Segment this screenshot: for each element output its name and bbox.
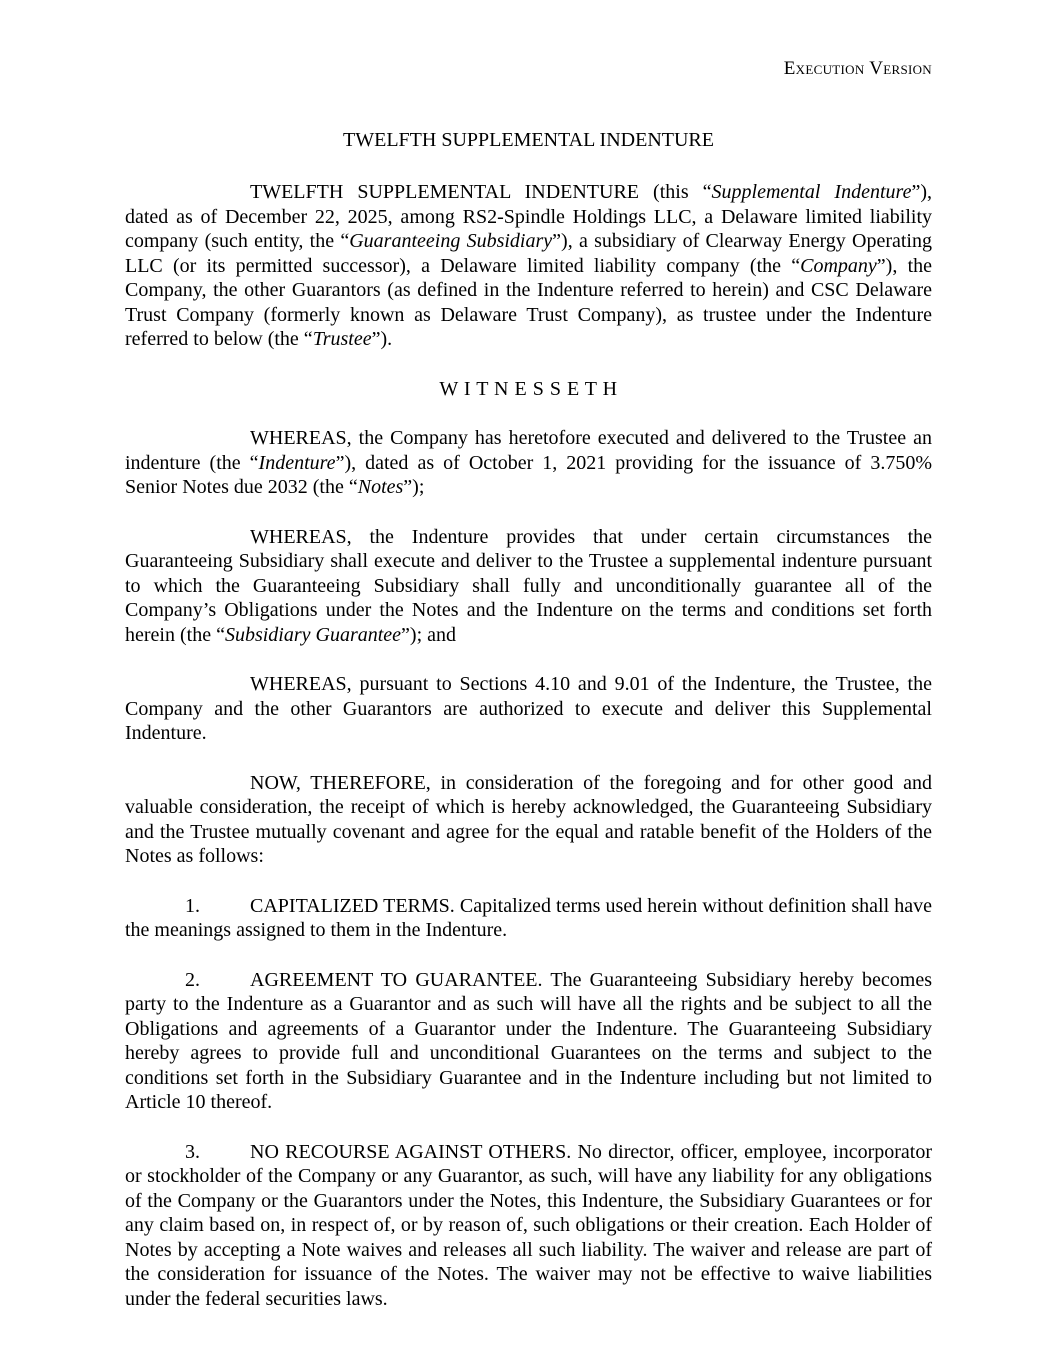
body-paragraph: [125, 180, 932, 352]
text-run: WHEREAS, pursuant to Sections 4.10 and 9.01 of the Indenture, the Trustee, the Company and the other Guarantors are authorized to execute and deliver this Supplemental Indenture.: [125, 673, 932, 744]
execution-version-label: Execution Version: [783, 58, 932, 79]
paragraph-number: 1.: [185, 894, 200, 917]
body-paragraph: [125, 525, 932, 648]
body-paragraph: [125, 426, 932, 500]
defined-term: Notes: [357, 476, 404, 498]
body-paragraph: [125, 771, 932, 869]
document-paragraphs: [125, 180, 932, 1311]
text-run: ”), the Company, the other Guarantors (as defined in the Indenture referred to herein) and CSC Delaware Trust Company (formerly known as Delaware Trust Company), as trustee under the Indenture referred to below (the “: [125, 254, 932, 350]
text-run: NO RECOURSE AGAINST OTHERS. No director, officer, employee, incorporator or stockholder of the Company or any Guarantor, as such, will have any liability for any obligations of the Company or the Guarantors under the Notes, this Indenture, the Subsidiary Guarantees or for any claim based on, in respect of, or by reason of, such obligations or their creation. Each Holder of Notes by accepting a Note waives and releases all such liability. The waiver and release are part of the consideration for issuance of the Notes. The waiver may not be effective to waive liabilities under the federal securities laws.: [125, 1140, 932, 1310]
text-run: ”), dated as of December 22, 2025, among RS2-Spindle Holdings LLC, a Delaware limited liability company (such entity, the “: [125, 181, 932, 252]
defined-term: Subsidiary Guarantee: [224, 623, 402, 646]
defined-term: Supplemental Indenture: [711, 181, 912, 203]
text-run: ”).: [371, 328, 393, 350]
paragraph-number: 3.: [185, 1140, 200, 1163]
text-run: ”); and: [401, 623, 457, 646]
defined-term: Indenture: [258, 451, 336, 474]
text-run: WHEREAS, the Company has heretofore executed and delivered to the Trustee an indenture (the “: [125, 427, 932, 474]
numbered-paragraph: [125, 968, 932, 1115]
text-run: ”), dated as of October 1, 2021 providing for the issuance of 3.750% Senior Notes due 2032 (the “: [125, 451, 933, 498]
defined-term: Trustee: [312, 328, 372, 350]
paragraph-number: 2.: [185, 968, 200, 991]
numbered-paragraph: [125, 1140, 932, 1312]
witnesseth-heading: [125, 377, 932, 402]
defined-term: Company: [800, 254, 877, 277]
text-run: WHEREAS, the Indenture provides that under certain circumstances the Guaranteeing Subsidiary shall execute and deliver to the Trustee a supplemental indenture pursuant to which the Guaranteeing Subsidiary shall fully and unconditionally guarantee all of the Company’s Obligations under the Notes and the Indenture on the terms and conditions set forth herein (the “: [125, 525, 932, 646]
text-run: W I T N E S S E T H: [439, 377, 618, 400]
defined-term: Guaranteeing Subsidiary: [349, 230, 553, 252]
text-run: NOW, THEREFORE, in consideration of the foregoing and for other good and valuable consideration, the receipt of which is hereby acknowledged, the Guaranteeing Subsidiary and the Trustee mutually covenant and agree for the equal and ratable benefit of the Holders of the Notes as follows:: [125, 771, 932, 867]
text-run: ”), a subsidiary of Clearway Energy Operating LLC (or its permitted successor), a Delaware limited liability company (the “: [125, 230, 932, 277]
text-run: TWELFTH SUPPLEMENTAL INDENTURE (this “: [250, 181, 712, 203]
text-run: CAPITALIZED TERMS. Capitalized terms used herein without definition shall have the meanings assigned to them in the Indenture.: [125, 894, 932, 941]
document-title: TWELFTH SUPPLEMENTAL INDENTURE: [343, 128, 714, 151]
text-run: ”);: [403, 476, 425, 498]
body-paragraph: [125, 672, 932, 746]
numbered-paragraph: [125, 894, 932, 943]
text-run: AGREEMENT TO GUARANTEE. The Guaranteeing Subsidiary hereby becomes party to the Indenture as a Guarantor and as such will have all the rights and be subject to all the Obligations and agreements of a Guarantor under the Indenture. The Guaranteeing Subsidiary hereby agrees to provide full and unconditional Guarantees on the terms and subject to the conditions set forth in the Subsidiary Guarantee and in the Indenture including but not limited to Article 10 thereof.: [125, 968, 932, 1113]
